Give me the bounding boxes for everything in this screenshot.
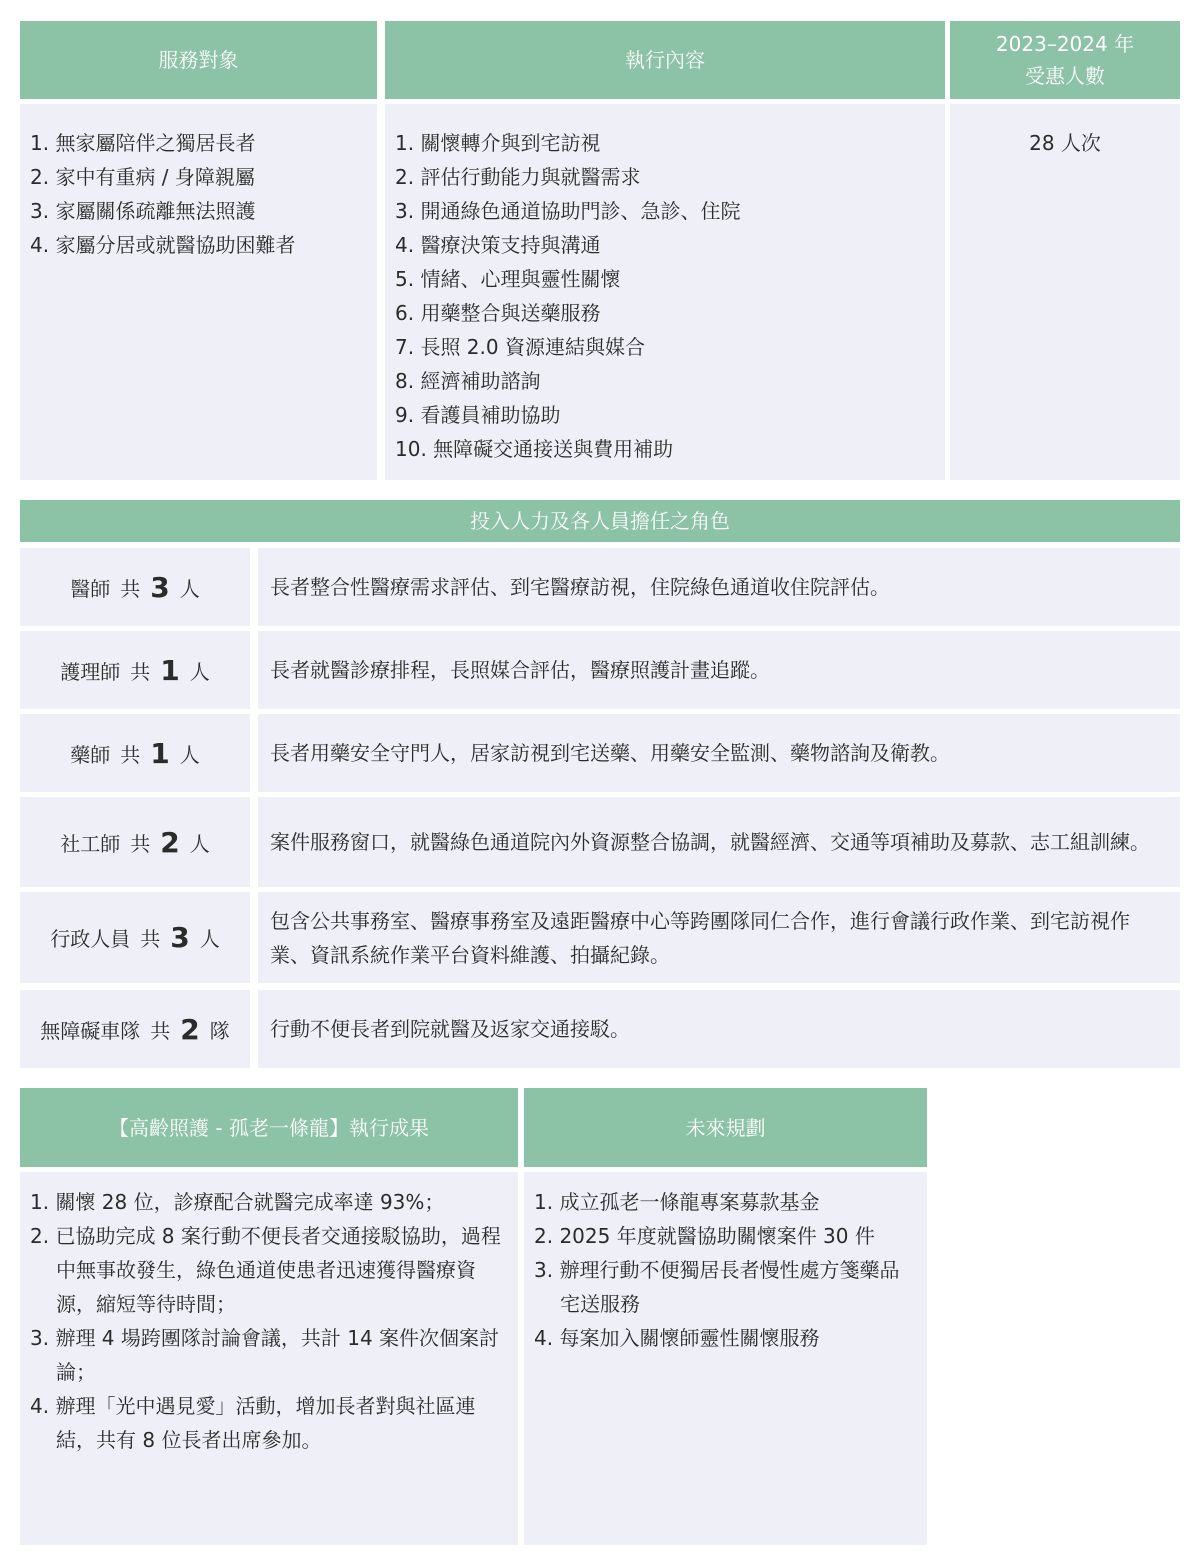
- execution-content-list: [395, 126, 945, 466]
- staff-role-name: 藥師: [70, 742, 111, 767]
- service-targets-cell: [20, 104, 377, 480]
- staff-role-description-text: 長者整合性醫療需求評估、到宅醫療訪視，住院綠色通道收住院評估。: [270, 575, 890, 599]
- execution-content-item: 1. 關懷轉介與到宅訪視: [395, 131, 601, 155]
- staff-role-unit: 隊: [209, 1018, 230, 1043]
- beneficiaries-value: 28 人次: [1029, 131, 1101, 155]
- header-future-plan: [524, 1088, 927, 1167]
- staff-table-title: [20, 500, 1180, 542]
- staff-role-name: 醫師: [70, 576, 111, 601]
- execution-content-item: 8. 經濟補助諮詢: [395, 369, 541, 393]
- results-cell: [20, 1172, 518, 1545]
- staff-role-unit: 人: [179, 576, 200, 601]
- result-item: 1. 關懷 28 位，診療配合就醫完成率達 93%；: [30, 1190, 445, 1214]
- service-targets-list: [30, 126, 377, 262]
- future-plan-item: 3. 辦理行動不便獨居長者慢性處方箋藥品宅送服務: [534, 1258, 900, 1316]
- staff-role-unit: 人: [189, 659, 210, 684]
- staff-role-prefix: 共: [150, 1018, 171, 1043]
- staff-role-count: 1: [160, 653, 180, 687]
- staff-role-prefix: 共: [120, 742, 141, 767]
- staff-role-description: [258, 990, 1180, 1068]
- staff-role-description-text: 長者就醫診療排程，長照媒合評估，醫療照護計畫追蹤。: [270, 658, 770, 682]
- service-target-item: 1. 無家屬陪伴之獨居長者: [30, 131, 256, 155]
- staff-role-description-text: 包含公共事務室、醫療事務室及遠距醫療中心等跨團隊同仁合作，進行會議行政作業、到宅訪視作業、資訊系統作業平台資料維護、拍攝紀錄。: [270, 908, 1130, 967]
- execution-content-item: 4. 醫療決策支持與溝通: [395, 233, 601, 257]
- future-plan-item: 2. 2025 年度就醫協助關懷案件 30 件: [534, 1224, 875, 1248]
- staff-role-unit: 人: [199, 927, 220, 951]
- staff-role-prefix: 共: [130, 659, 151, 684]
- future-plan-item: 4. 每案加入關懷師靈性關懷服務: [534, 1326, 820, 1350]
- staff-role-prefix: 共: [140, 927, 161, 951]
- staff-role-cell: [20, 990, 250, 1068]
- staff-role-description: [258, 548, 1180, 626]
- execution-content-item: 7. 長照 2.0 資源連結與媒合: [395, 335, 645, 359]
- header-future-plan-label: 未來規劃: [685, 1115, 766, 1140]
- header-execution-content: [385, 21, 945, 99]
- header-execution-content-label: 執行內容: [625, 48, 705, 72]
- staff-role-count: 2: [160, 825, 180, 859]
- staff-role-unit: 人: [189, 831, 210, 856]
- staff-role-description-text: 案件服務窗口，就醫綠色通道院內外資源整合協調，就醫經濟、交通等項補助及募款、志工組訓練。: [270, 830, 1150, 854]
- staff-role-description: [258, 714, 1180, 792]
- execution-content-item: 2. 評估行動能力與就醫需求: [395, 165, 641, 189]
- results-list: [30, 1185, 508, 1457]
- staff-role-count: 3: [150, 570, 170, 604]
- staff-role-description: [258, 631, 1180, 709]
- execution-content-cell: [385, 104, 945, 480]
- execution-content-item: 10. 無障礙交通接送與費用補助: [395, 437, 674, 461]
- execution-content-item: 6. 用藥整合與送藥服務: [395, 301, 601, 325]
- execution-content-item: 5. 情緒、心理與靈性關懷: [395, 267, 621, 291]
- staff-role-name: 行政人員: [50, 927, 131, 951]
- beneficiaries-cell: [950, 104, 1180, 480]
- staff-role-cell: [20, 548, 250, 626]
- staff-role-unit: 人: [179, 742, 200, 767]
- staff-role-prefix: 共: [130, 831, 151, 856]
- service-target-item: 4. 家屬分居或就醫協助困難者: [30, 233, 296, 257]
- staff-role-name: 護理師: [60, 659, 121, 684]
- staff-role-description: [258, 892, 1180, 983]
- result-item: 2. 已協助完成 8 案行動不便長者交通接駁協助，過程中無事故發生，綠色通道使患者迅速獲得醫療資源，縮短等待時間；: [30, 1224, 501, 1316]
- execution-content-item: 9. 看護員補助協助: [395, 403, 561, 427]
- execution-content-item: 3. 開通綠色通道協助門診、急診、住院: [395, 199, 741, 223]
- staff-role-cell: [20, 892, 250, 983]
- staff-role-count: 2: [180, 1012, 200, 1046]
- result-item: 3. 辦理 4 場跨團隊討論會議，共計 14 案件次個案討論；: [30, 1326, 500, 1384]
- staff-role-description-text: 行動不便長者到院就醫及返家交通接駁。: [270, 1017, 630, 1041]
- header-results: [20, 1088, 518, 1167]
- future-plan-cell: [524, 1172, 927, 1545]
- header-beneficiaries: [950, 21, 1180, 99]
- staff-role-name: 無障礙車隊: [40, 1018, 141, 1043]
- header-beneficiaries-line2: 受惠人數: [1025, 64, 1105, 88]
- result-item: 4. 辦理「光中遇見愛」活動，增加長者對與社區連結，共有 8 位長者出席參加。: [30, 1394, 476, 1452]
- staff-role-description: [258, 797, 1180, 887]
- staff-role-description-text: 長者用藥安全守門人，居家訪視到宅送藥、用藥安全監測、藥物諮詢及衛教。: [270, 741, 950, 765]
- service-target-item: 3. 家屬關係疏離無法照護: [30, 199, 256, 223]
- header-beneficiaries-line1: 2023–2024 年: [995, 32, 1135, 56]
- staff-role-name: 社工師: [60, 831, 121, 856]
- header-service-target: [20, 21, 377, 99]
- staff-table-title-label: 投入人力及各人員擔任之角色: [470, 509, 730, 533]
- staff-role-count: 3: [170, 921, 190, 954]
- future-plan-item: 1. 成立孤老一條龍專案募款基金: [534, 1190, 820, 1214]
- staff-role-cell: [20, 631, 250, 709]
- service-target-item: 2. 家中有重病 / 身障親屬: [30, 165, 255, 189]
- staff-role-count: 1: [150, 736, 170, 770]
- header-results-label: 【高齡照護 - 孤老一條龍】執行成果: [109, 1115, 429, 1140]
- future-plan-list: [534, 1185, 917, 1355]
- header-service-target-label: 服務對象: [158, 48, 239, 72]
- staff-role-cell: [20, 797, 250, 887]
- staff-role-cell: [20, 714, 250, 792]
- staff-role-prefix: 共: [120, 576, 141, 601]
